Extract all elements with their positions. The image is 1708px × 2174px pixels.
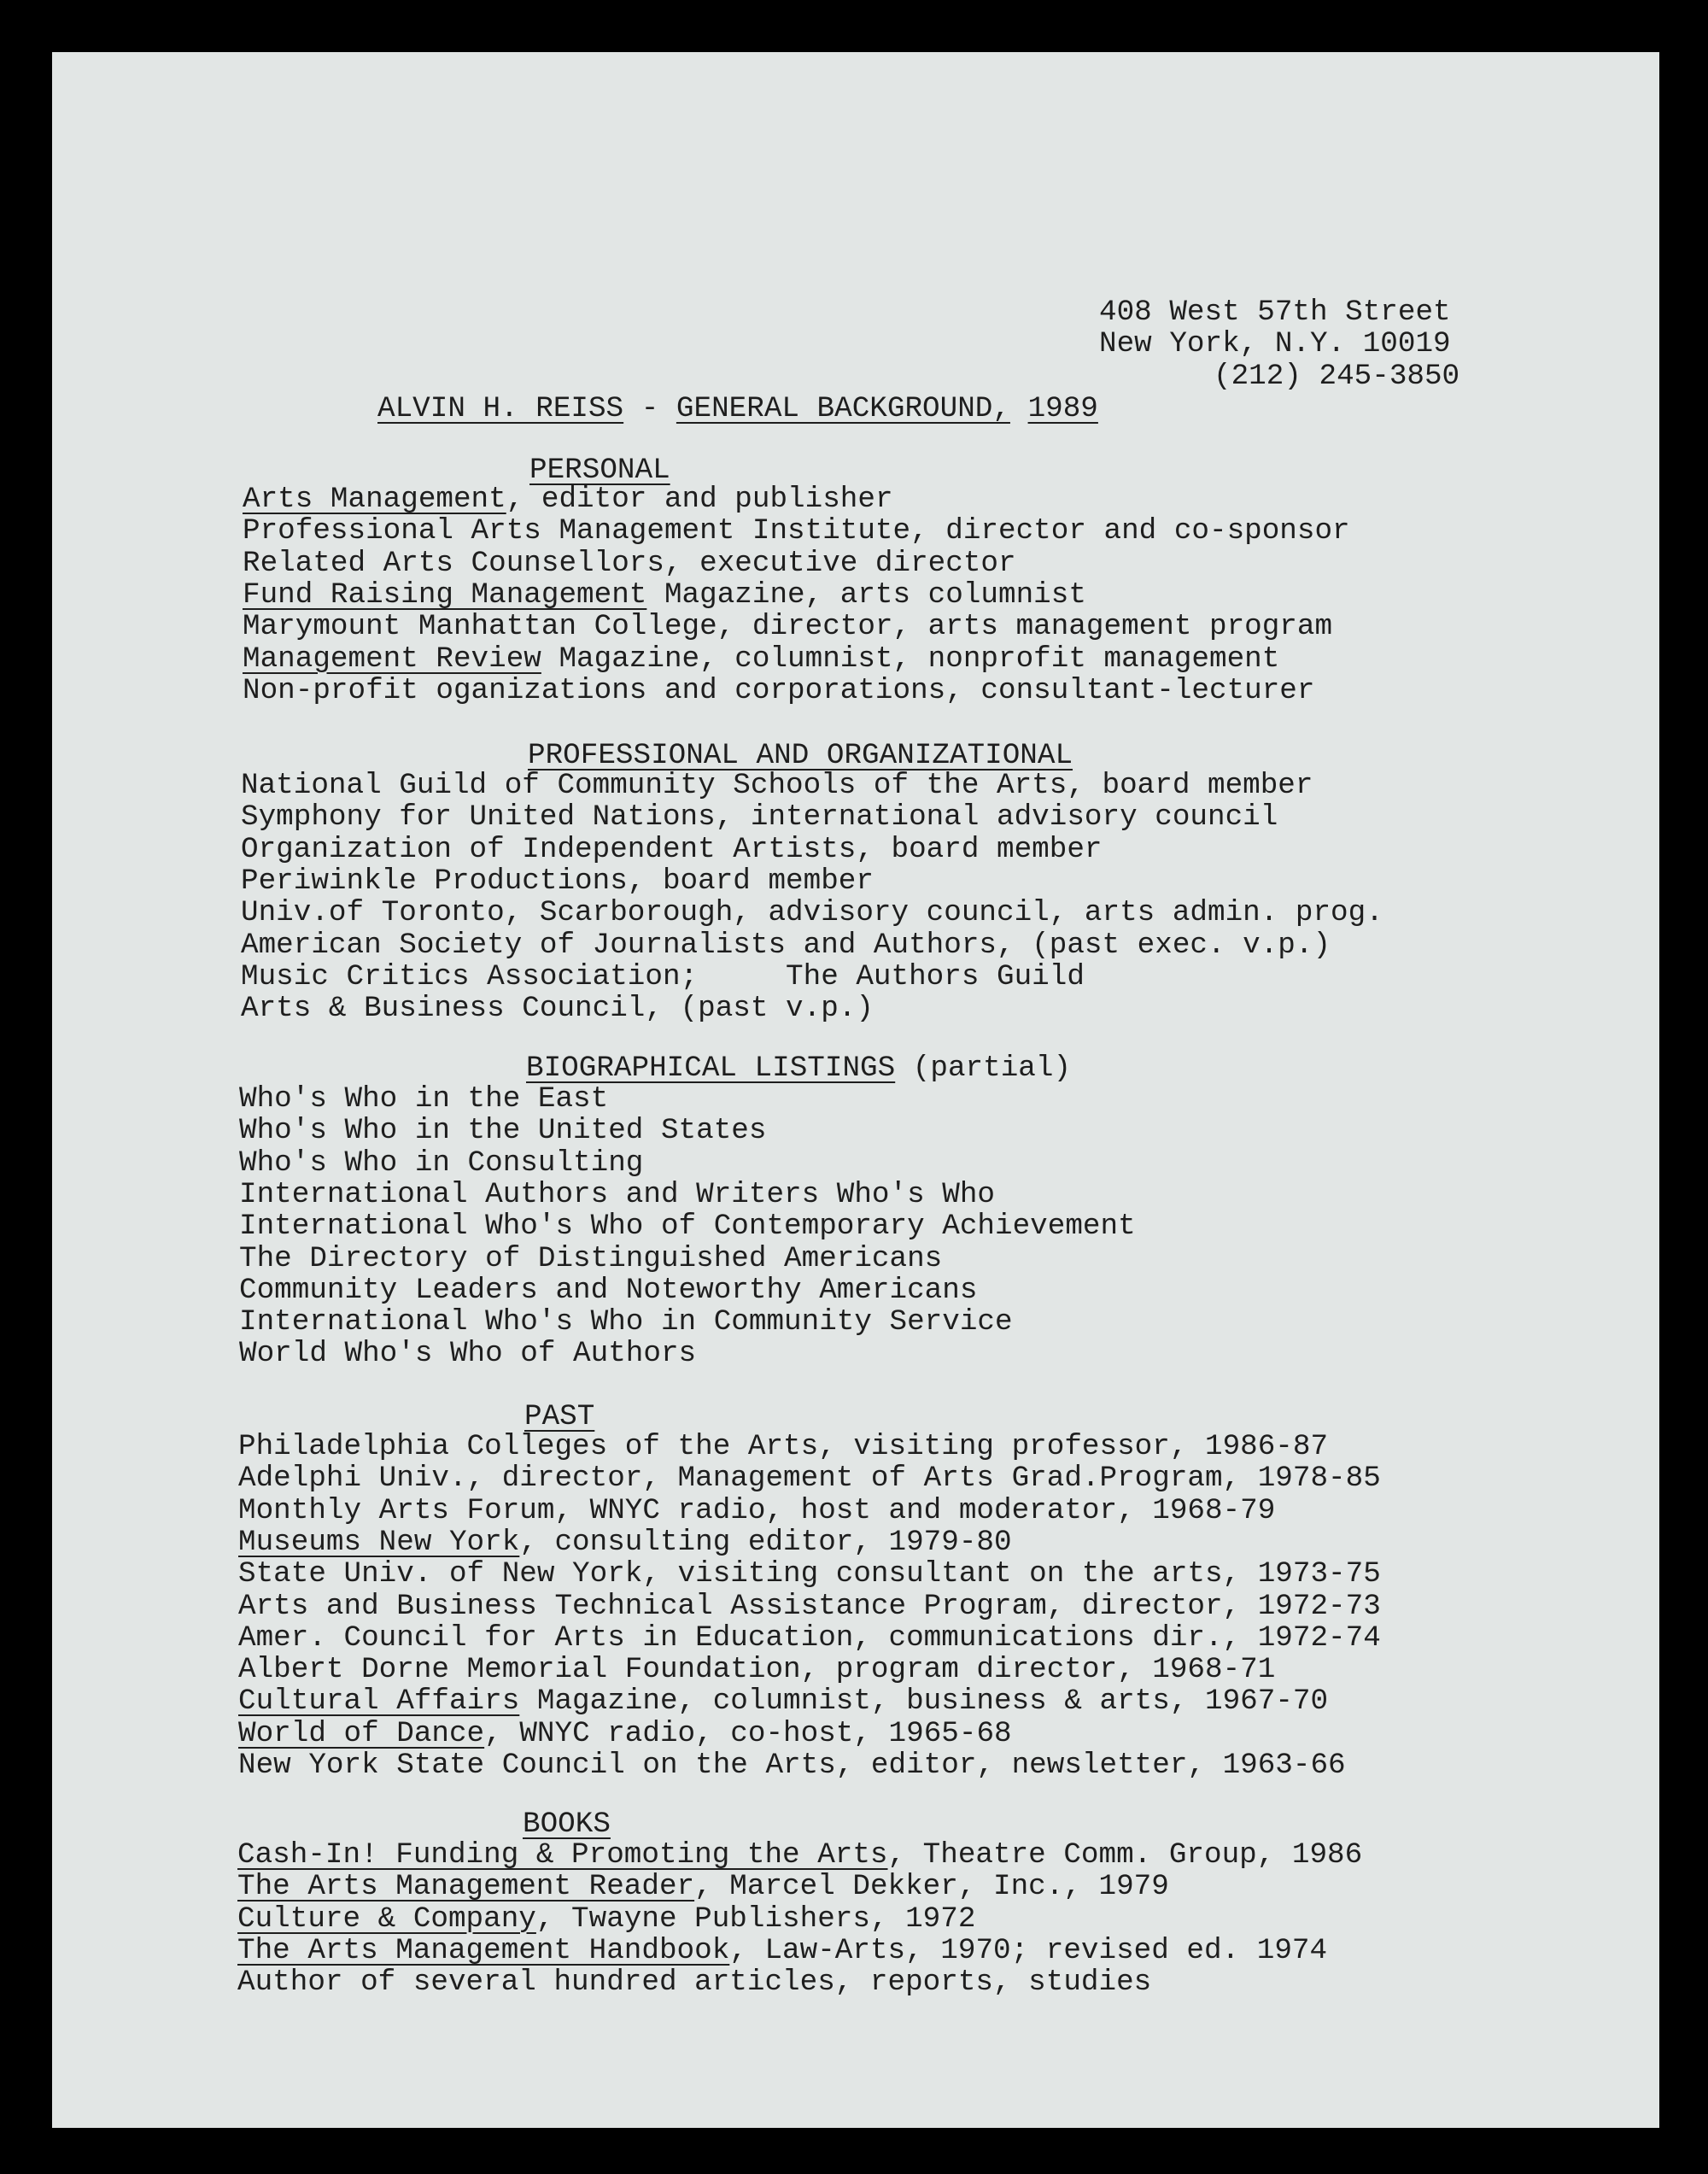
list-item <box>238 1622 1381 1655</box>
list-item <box>238 1749 1346 1782</box>
item-text: New York State Council on the Arts, editor, newsletter, 1963-66 <box>238 1749 1346 1782</box>
list-item <box>243 515 1350 548</box>
item-text: , Twayne Publishers, 1972 <box>535 1902 976 1936</box>
item-text: , consulting editor, 1979-80 <box>519 1525 1012 1559</box>
item-text: , Law-Arts, 1970; revised ed. 1974 <box>729 1933 1328 1967</box>
item-text: Monthly Arts Forum, WNYC radio, host and moderator, 1968-79 <box>238 1493 1276 1527</box>
list-item: Music Critics Association; The Authors Guild <box>241 959 1085 993</box>
list-item: Who's Who in the East <box>239 1082 609 1116</box>
list-item <box>238 1685 1328 1718</box>
list-item: International Who's Who of Contemporary Achievement <box>239 1210 1136 1244</box>
address-city: New York, N.Y. 10019 <box>1099 327 1451 360</box>
list-item: Arts & Business Council, (past v.p.) <box>241 992 874 1026</box>
underlined-title: The Arts Management Reader <box>237 1870 695 1904</box>
list-item <box>237 1839 1362 1872</box>
section-heading-personal: PERSONAL <box>529 454 670 487</box>
section-heading-books: BOOKS <box>523 1808 611 1841</box>
title-year: 1989 <box>1027 392 1098 425</box>
section-heading-listings <box>526 1052 1071 1085</box>
item-text: Professional Arts Management Institute, director and co-sponsor <box>243 514 1350 548</box>
list-item <box>243 643 1279 676</box>
list-item <box>237 1935 1327 1967</box>
list-item <box>237 1903 975 1936</box>
underlined-title: Cash-In! Funding & Promoting the Arts <box>237 1838 888 1872</box>
address-phone: (212) 245-3850 <box>1214 360 1460 393</box>
item-text: State Univ. of New York, visiting consultant on the arts, 1973-75 <box>238 1557 1381 1591</box>
title-name: ALVIN H. REISS <box>377 392 624 425</box>
list-item <box>238 1495 1275 1527</box>
list-item: Community Leaders and Noteworthy Americans <box>239 1273 978 1307</box>
list-item: Periwinkle Productions, board member <box>241 864 874 898</box>
underlined-title: Arts Management <box>243 483 506 516</box>
list-item: International Who's Who in Community Service <box>239 1305 1013 1339</box>
list-item: American Society of Journalists and Authors, (past exec. v.p.) <box>241 928 1331 962</box>
address-street: 408 West 57th Street <box>1099 296 1451 329</box>
list-item <box>238 1431 1328 1463</box>
item-text: Magazine, arts columnist <box>646 577 1086 612</box>
item-text: , Theatre Comm. Group, 1986 <box>887 1838 1363 1872</box>
item-text: Author of several hundred articles, reports, studies <box>237 1966 1152 2000</box>
list-item: World Who's Who of Authors <box>239 1337 697 1371</box>
list-item: Who's Who in Consulting <box>239 1146 644 1180</box>
underlined-title: Museums New York <box>238 1525 520 1559</box>
list-item <box>238 1462 1381 1495</box>
list-item: Univ.of Toronto, Scarborough, advisory council, arts admin. prog. <box>241 896 1383 930</box>
list-item <box>237 1966 1151 1999</box>
list-item <box>243 548 1016 580</box>
item-text: Non-profit oganizations and corporations, consultant-lecturer <box>243 673 1315 707</box>
item-text: Magazine, columnist, business & arts, 1967-70 <box>519 1685 1329 1719</box>
list-item: Symphony for United Nations, international advisory council <box>241 800 1278 835</box>
title-dash: - <box>623 392 676 425</box>
section-heading-professional: PROFESSIONAL AND ORGANIZATIONAL <box>528 739 1073 772</box>
list-item: The Directory of Distinguished Americans <box>239 1241 943 1275</box>
item-text: , Marcel Dekker, Inc., 1979 <box>694 1870 1169 1904</box>
underlined-title: Management Review <box>243 642 541 676</box>
list-item: National Guild of Community Schools of the Arts, board member <box>241 769 1313 802</box>
item-text: Related Arts Counsellors, executive director <box>243 546 1016 580</box>
listings-heading: BIOGRAPHICAL LISTINGS <box>526 1052 896 1085</box>
item-text: Philadelphia Colleges of the Arts, visiting professor, 1986-87 <box>238 1430 1329 1463</box>
item-text: , editor and publisher <box>506 483 893 516</box>
list-item <box>238 1718 1012 1750</box>
section-heading-past: PAST <box>524 1400 595 1433</box>
underlined-title: Fund Raising Management <box>243 577 647 612</box>
list-item <box>243 675 1314 707</box>
underlined-title: Culture & Company <box>237 1902 536 1936</box>
title-label: GENERAL BACKGROUND, <box>676 392 1010 425</box>
list-item <box>243 579 1086 612</box>
page-title <box>377 393 1098 425</box>
item-text: , WNYC radio, co-host, 1965-68 <box>484 1716 1012 1750</box>
list-item <box>238 1558 1381 1591</box>
list-item <box>238 1591 1381 1623</box>
list-item <box>243 611 1332 643</box>
list-item <box>243 483 893 516</box>
list-item: Who's Who in the United States <box>239 1114 767 1148</box>
underlined-title: Cultural Affairs <box>238 1685 520 1719</box>
item-text: Adelphi Univ., director, Management of Arts Grad.Program, 1978-85 <box>238 1462 1381 1496</box>
listings-note: (partial) <box>895 1052 1072 1085</box>
list-item <box>238 1526 1012 1559</box>
item-text: Amer. Council for Arts in Education, communications dir., 1972-74 <box>238 1620 1381 1655</box>
item-text: Magazine, columnist, nonprofit management <box>541 642 1280 676</box>
list-item: Organization of Independent Artists, board member <box>241 832 1103 866</box>
list-item: International Authors and Writers Who's Who <box>239 1177 996 1211</box>
underlined-title: The Arts Management Handbook <box>237 1933 730 1967</box>
item-text: Marymount Manhattan College, director, arts management program <box>243 610 1333 644</box>
item-text: Albert Dorne Memorial Foundation, program director, 1968-71 <box>238 1653 1276 1687</box>
list-item <box>238 1654 1275 1686</box>
list-item <box>237 1871 1169 1903</box>
underlined-title: World of Dance <box>238 1716 485 1750</box>
item-text: Arts and Business Technical Assistance Program, director, 1972-73 <box>238 1589 1381 1623</box>
